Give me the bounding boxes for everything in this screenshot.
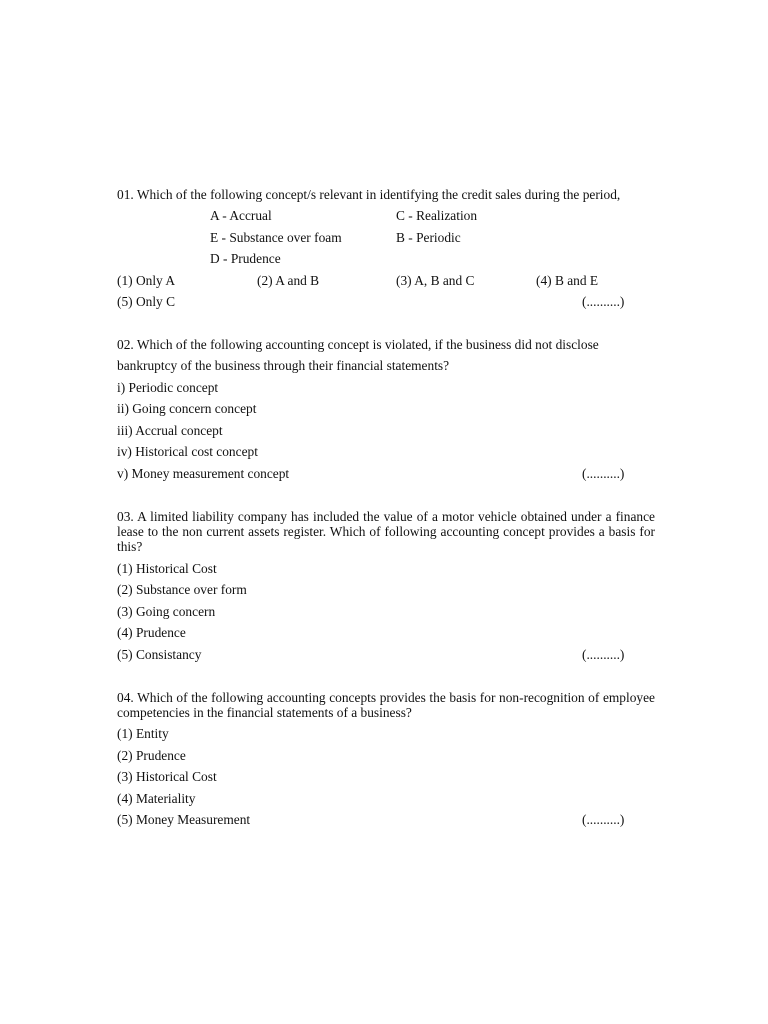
question-02-option-5: v) Money measurement concept	[117, 466, 290, 481]
question-04-stem: 04. Which of the following accounting concepts provides the basis for non-recognition of employee competencies in the financial statements of a business?	[117, 690, 655, 720]
question-03-option-3: (3) Going concern	[117, 604, 216, 619]
question-03-answer-blank[interactable]: (..........)	[582, 647, 625, 662]
question-03-option-5: (5) Consistancy	[117, 647, 202, 662]
question-02-option-1: i) Periodic concept	[117, 380, 219, 395]
question-03-option-1: (1) Historical Cost	[117, 561, 217, 576]
concept-c: C - Realization	[396, 208, 478, 223]
concept-a: A - Accrual	[210, 208, 272, 223]
question-01-option-3: (3) A, B and C	[396, 273, 475, 288]
concept-d: D - Prudence	[210, 251, 281, 266]
question-03-option-4: (4) Prudence	[117, 625, 186, 640]
question-02-stem-line-1: 02. Which of the following accounting concept is violated, if the business did not disclose	[117, 337, 599, 352]
question-01-option-4: (4) B and E	[536, 273, 599, 288]
question-04-option-5: (5) Money Measurement	[117, 812, 251, 827]
concept-e: E - Substance over foam	[210, 230, 342, 245]
question-02-stem-line-2: bankruptcy of the business through their financial statements?	[117, 358, 450, 373]
question-03-stem: 03. A limited liability company has included the value of a motor vehicle obtained under a finance lease to the non current assets register. Which of following accounting concept provides a basis for this?	[117, 509, 655, 554]
question-01-option-2: (2) A and B	[257, 273, 320, 288]
question-04-option-1: (1) Entity	[117, 726, 169, 741]
question-04-option-2: (2) Prudence	[117, 748, 186, 763]
question-01-option-1: (1) Only A	[117, 273, 176, 288]
question-02-option-3: iii) Accrual concept	[117, 423, 223, 438]
question-04-option-3: (3) Historical Cost	[117, 769, 217, 784]
question-02-answer-blank[interactable]: (..........)	[582, 466, 625, 481]
question-01-stem: 01. Which of the following concept/s relevant in identifying the credit sales during the period,	[117, 187, 621, 202]
question-01-answer-blank[interactable]: (..........)	[582, 294, 625, 309]
question-04-option-4: (4) Materiality	[117, 791, 196, 806]
question-03-option-2: (2) Substance over form	[117, 582, 247, 597]
question-01-option-5: (5) Only C	[117, 294, 176, 309]
concept-b: B - Periodic	[396, 230, 461, 245]
question-04-answer-blank[interactable]: (..........)	[582, 812, 625, 827]
question-02-option-4: iv) Historical cost concept	[117, 444, 258, 459]
question-02-option-2: ii) Going concern concept	[117, 401, 257, 416]
